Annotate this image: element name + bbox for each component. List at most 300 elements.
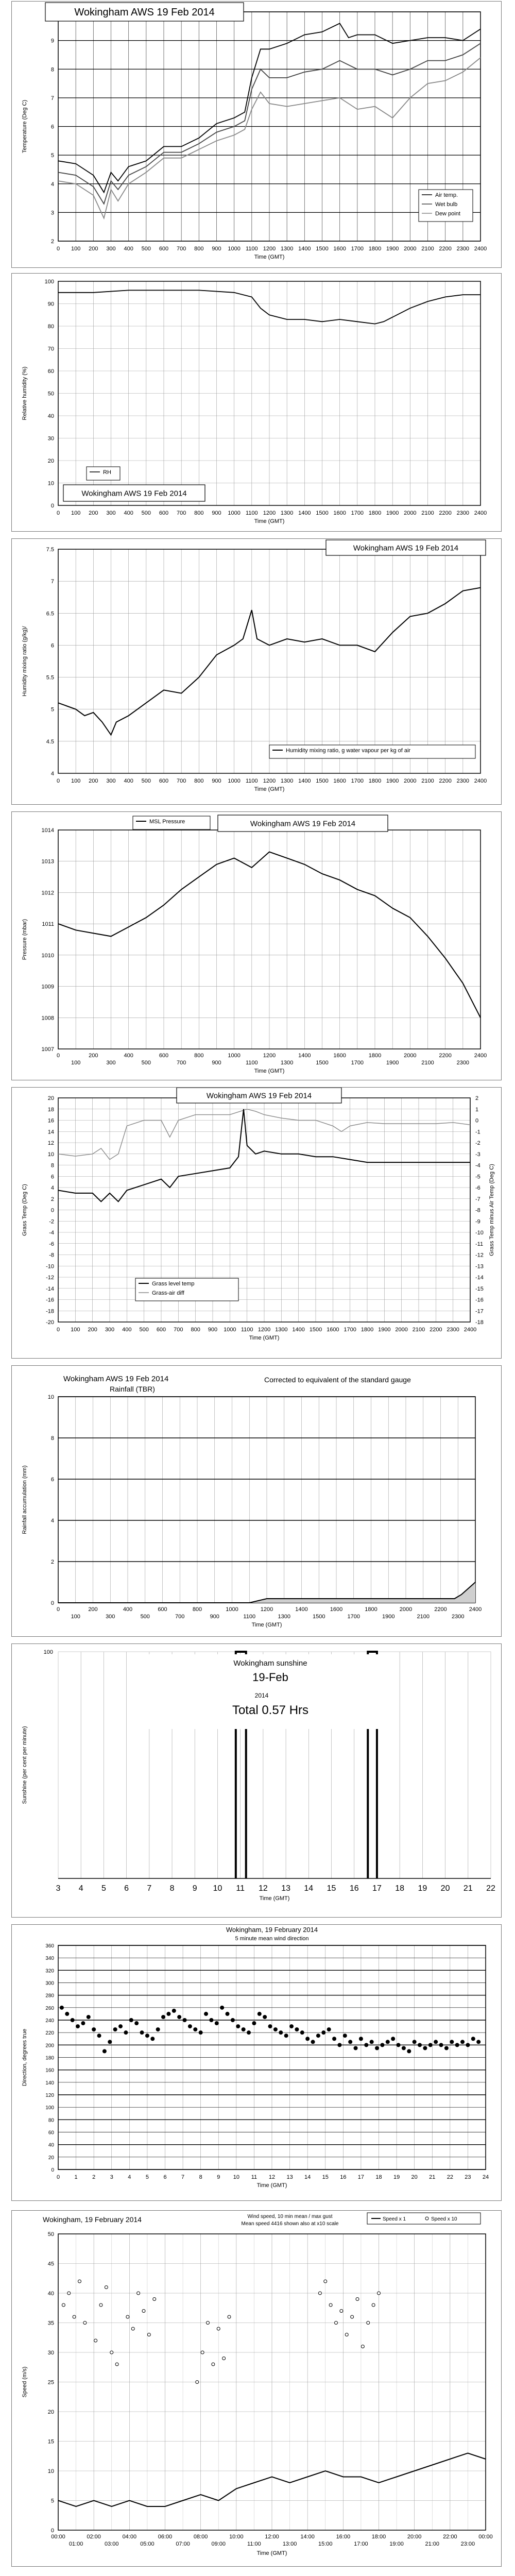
pressure-chart-panel	[11, 811, 502, 1080]
x-tick-label: 1600	[333, 510, 346, 516]
direction-point	[134, 2021, 139, 2025]
x-tick-label: 19:00	[389, 2541, 404, 2547]
grass-temp-chart	[12, 1088, 501, 1358]
y-tick-label: 5	[50, 152, 54, 159]
y-tick-label: 2	[50, 1559, 54, 1565]
x-tick-label: 1300	[280, 1060, 294, 1066]
x-axis-label: Time (GMT)	[254, 1068, 285, 1074]
chart-title: Wokingham, 19 February 2014	[43, 2215, 142, 2224]
x-tick-label: 18	[395, 1884, 405, 1893]
direction-point	[273, 2027, 278, 2031]
speed-x10-point	[324, 2280, 327, 2283]
y-tick-label: 20	[47, 2409, 54, 2415]
x-tick-label: 600	[159, 1053, 169, 1059]
legend-label: Grass-air diff	[152, 1290, 184, 1296]
wind-speed-chart	[12, 2211, 501, 2566]
mixing-ratio-chart	[12, 539, 501, 804]
x-tick-label: 1000	[226, 1606, 238, 1613]
x-tick-label: 10:00	[229, 2534, 244, 2540]
x-tick-label: 4	[128, 2174, 131, 2180]
direction-point	[444, 2046, 449, 2050]
y-tick-label: 35	[47, 2320, 54, 2327]
x-tick-label: 200	[88, 1606, 98, 1613]
y-tick-label: 60	[47, 368, 54, 375]
x-tick-label: 2400	[474, 1053, 487, 1059]
y-tick-label: 0	[50, 2528, 54, 2534]
y-tick-label: 80	[48, 2117, 54, 2124]
direction-point	[455, 2043, 459, 2047]
x-tick-label: 24	[482, 2174, 489, 2180]
x-axis-label: Time (GMT)	[259, 1895, 290, 1902]
x-tick-label: 1200	[260, 1606, 273, 1613]
direction-point	[321, 2030, 325, 2035]
x-tick-label: 200	[88, 1327, 97, 1333]
x-tick-label: 200	[89, 1053, 98, 1059]
x-tick-label: 500	[141, 246, 151, 252]
direction-point	[305, 2037, 310, 2041]
legend-label: Air temp.	[435, 192, 458, 198]
direction-point	[327, 2027, 331, 2031]
x-tick-label: 1400	[298, 510, 311, 516]
direction-point	[124, 2030, 128, 2035]
direction-point	[204, 2012, 208, 2016]
direction-point	[65, 2012, 69, 2016]
x-tick-label: 1800	[368, 778, 382, 784]
x-tick-label: 1500	[313, 1614, 325, 1620]
x-tick-label: 9	[192, 1884, 197, 1893]
x-tick-label: 7	[181, 2174, 185, 2180]
y-right-tick-label: -11	[475, 1241, 484, 1247]
y-tick-label: 6.5	[46, 611, 54, 617]
y-tick-label: -6	[49, 1241, 54, 1247]
x-tick-label: 2400	[474, 778, 487, 784]
direction-point	[242, 2027, 246, 2031]
x-tick-label: 11	[251, 2174, 258, 2180]
speed-x10-point	[329, 2303, 332, 2307]
direction-point	[337, 2043, 341, 2047]
x-tick-label: 17	[357, 2174, 365, 2180]
y-tick-label: 4	[50, 181, 54, 188]
y-right-tick-label: -17	[475, 1308, 484, 1315]
speed-x10-point	[372, 2303, 375, 2307]
chart-title: Wokingham AWS 19 Feb 2014	[81, 489, 187, 498]
legend-label: MSL Pressure	[149, 819, 185, 825]
direction-point	[428, 2043, 433, 2047]
x-tick-label: 200	[89, 246, 98, 252]
direction-point	[102, 2049, 107, 2053]
x-tick-label: 1000	[224, 1327, 236, 1333]
speed-x10-point	[318, 2292, 321, 2295]
x-tick-label: 1800	[365, 1606, 377, 1613]
x-tick-label: 00:00	[478, 2534, 493, 2540]
x-tick-label: 2100	[421, 510, 434, 516]
x-tick-label: 800	[194, 246, 204, 252]
x-tick-label: 0	[56, 1327, 60, 1333]
x-tick-label: 2100	[412, 1327, 425, 1333]
y-tick-label: 5.5	[46, 674, 54, 681]
direction-point	[316, 2033, 320, 2038]
chart-subtitle: 5 minute mean wind direction	[235, 1936, 309, 1942]
y-tick-label: 120	[45, 2093, 54, 2098]
x-tick-label: 2300	[456, 510, 470, 516]
y-tick-label: 8	[50, 66, 54, 73]
y-tick-label: 10	[47, 1151, 54, 1158]
x-tick-label: 2200	[430, 1327, 442, 1333]
x-tick-label: 2100	[417, 1614, 430, 1620]
y-right-tick-label: 2	[475, 1095, 479, 1101]
y-right-tick-label: 1	[475, 1106, 479, 1113]
direction-point	[129, 2018, 133, 2022]
speed-x10-point	[67, 2292, 71, 2295]
x-tick-label: 17:00	[354, 2541, 368, 2547]
y-tick-label: 70	[47, 346, 54, 352]
legend-label: RH	[103, 469, 111, 476]
y-tick-label: 5	[50, 706, 54, 713]
x-tick-label: 13:00	[282, 2541, 297, 2547]
y-tick-label: 50	[47, 2231, 54, 2238]
x-tick-label: 1900	[382, 1614, 395, 1620]
x-tick-label: 1600	[333, 246, 346, 252]
direction-point	[87, 2015, 91, 2019]
speed-x10-point	[361, 2345, 364, 2348]
direction-point	[413, 2040, 417, 2044]
x-tick-label: 22	[447, 2174, 453, 2180]
direction-point	[295, 2027, 299, 2031]
y-tick-label: 100	[45, 2105, 54, 2111]
speed-x10-point	[228, 2315, 231, 2318]
y-tick-label: -10	[46, 1263, 54, 1270]
y-tick-label: 1007	[41, 1046, 54, 1053]
x-tick-label: 200	[89, 510, 98, 516]
direction-point	[258, 2012, 262, 2016]
y-axis-label: Relative humidity (%)	[22, 366, 28, 420]
y-axis-label: Pressure (mbar)	[22, 919, 28, 960]
temperature-chart	[12, 2, 501, 267]
chart-title: Wokingham AWS 19 Feb 2014	[74, 7, 215, 19]
y-right-tick-label: 0	[475, 1117, 479, 1124]
y-tick-label: -16	[46, 1297, 54, 1303]
x-tick-label: 14	[304, 1884, 314, 1893]
x-tick-label: 400	[122, 1327, 132, 1333]
x-tick-label: 09:00	[211, 2541, 226, 2547]
x-tick-label: 1100	[241, 1327, 253, 1333]
x-tick-label: 1600	[327, 1327, 339, 1333]
x-tick-label: 1200	[263, 246, 276, 252]
x-tick-label: 1100	[246, 510, 258, 516]
x-tick-label: 21	[463, 1884, 473, 1893]
mixing-ratio-chart-panel	[11, 538, 502, 805]
x-tick-label: 12	[258, 1884, 268, 1893]
y-tick-label: 1012	[41, 890, 54, 896]
x-tick-label: 7	[147, 1884, 152, 1893]
x-tick-label: 1900	[386, 778, 399, 784]
speed-x10-point	[115, 2363, 118, 2366]
y-tick-label: -18	[46, 1308, 54, 1315]
y-tick-label: 45	[47, 2261, 54, 2267]
x-tick-label: 6	[163, 2174, 167, 2180]
x-tick-label: 00:00	[51, 2534, 65, 2540]
direction-point	[156, 2027, 160, 2031]
x-tick-label: 2100	[421, 1060, 434, 1066]
x-tick-label: 10	[213, 1884, 222, 1893]
y-tick-label: -2	[49, 1218, 54, 1225]
x-axis-label: Time (GMT)	[256, 2550, 287, 2556]
x-tick-label: 400	[123, 1606, 133, 1613]
y-tick-label: 16	[47, 1117, 54, 1124]
direction-point	[252, 2021, 256, 2025]
x-tick-label: 6	[124, 1884, 129, 1893]
x-tick-label: 1700	[351, 1060, 364, 1066]
direction-point	[450, 2040, 454, 2044]
direction-point	[471, 2037, 475, 2041]
x-tick-label: 400	[124, 510, 133, 516]
x-tick-label: 600	[158, 1606, 167, 1613]
date-label: 19-Feb	[252, 1671, 288, 1684]
grass-temp-chart-panel	[11, 1087, 502, 1359]
direction-point	[150, 2037, 154, 2041]
x-tick-label: 15	[327, 1884, 336, 1893]
x-tick-label: 2100	[421, 246, 434, 252]
x-tick-label: 300	[106, 1060, 116, 1066]
speed-x10-point	[351, 2315, 354, 2318]
x-tick-label: 02:00	[87, 2534, 101, 2540]
x-tick-label: 14	[304, 2174, 311, 2180]
x-tick-label: 300	[106, 510, 116, 516]
chart-note: Corrected to equivalent of the standard gauge	[264, 1376, 411, 1384]
x-tick-label: 0	[56, 1053, 60, 1059]
y-tick-label: 220	[45, 2030, 54, 2037]
y-tick-label: 300	[45, 1980, 54, 1987]
direction-point	[391, 2037, 395, 2041]
x-tick-label: 1500	[316, 246, 329, 252]
y-right-tick-label: -13	[475, 1263, 484, 1270]
y-tick-label: 40	[47, 2291, 54, 2297]
x-tick-label: 900	[210, 1614, 219, 1620]
x-tick-label: 2400	[474, 510, 487, 516]
x-tick-label: 1100	[246, 246, 258, 252]
x-tick-label: 600	[156, 1327, 166, 1333]
x-tick-label: 1200	[263, 1053, 276, 1059]
x-tick-label: 1300	[280, 246, 294, 252]
x-tick-label: 1400	[298, 246, 311, 252]
x-tick-label: 16:00	[336, 2534, 351, 2540]
speed-x10-point	[196, 2381, 199, 2384]
x-tick-label: 700	[175, 1614, 185, 1620]
x-tick-label: 1500	[316, 778, 329, 784]
direction-point	[183, 2018, 187, 2022]
y-tick-label: 9	[50, 38, 54, 44]
direction-point	[92, 2027, 96, 2031]
y-tick-label: 6	[50, 642, 54, 649]
direction-point	[343, 2033, 347, 2038]
x-tick-label: 2	[92, 2174, 96, 2180]
direction-point	[476, 2040, 480, 2044]
y-tick-label: 8	[50, 1435, 54, 1442]
direction-point	[348, 2040, 352, 2044]
x-tick-label: 8	[169, 1884, 175, 1893]
legend-label: Grass level temp	[152, 1281, 195, 1287]
y-tick-label: 40	[47, 413, 54, 419]
y-tick-label: 7	[50, 95, 54, 101]
y-tick-label: 340	[45, 1956, 54, 1962]
x-tick-label: 1300	[280, 778, 294, 784]
direction-point	[460, 2040, 465, 2044]
x-tick-label: 19	[418, 1884, 427, 1893]
x-tick-label: 1000	[228, 778, 241, 784]
y-tick-label: 5	[50, 2498, 54, 2504]
x-tick-label: 14:00	[300, 2534, 315, 2540]
x-tick-label: 11:00	[247, 2541, 261, 2547]
y-right-tick-label: -10	[475, 1230, 484, 1236]
y-right-tick-label: -18	[475, 1319, 484, 1326]
x-tick-label: 900	[212, 1060, 221, 1066]
x-tick-label: 08:00	[193, 2534, 208, 2540]
y-tick-label: 200	[45, 2043, 54, 2049]
x-tick-label: 800	[191, 1327, 200, 1333]
x-tick-label: 18	[375, 2174, 382, 2180]
x-tick-label: 2200	[439, 1053, 452, 1059]
speed-x10-point	[142, 2310, 145, 2313]
x-tick-label: 13	[286, 2174, 293, 2180]
direction-point	[380, 2043, 384, 2047]
y-axis-label: Direction, degrees true	[22, 2028, 28, 2087]
y-tick-label: 260	[45, 2005, 54, 2011]
y-tick-label: 1009	[41, 984, 54, 990]
y-tick-label: 14	[47, 1129, 54, 1136]
x-tick-label: 1600	[333, 1053, 346, 1059]
y-right-tick-label: -12	[475, 1252, 484, 1259]
x-tick-label: 19	[393, 2174, 400, 2180]
direction-point	[215, 2021, 219, 2025]
direction-point	[397, 2043, 401, 2047]
x-tick-label: 0	[56, 778, 60, 784]
x-tick-label: 300	[105, 1327, 115, 1333]
legend-label: Speed x 10	[431, 2216, 457, 2222]
y-right-tick-label: -4	[475, 1162, 480, 1169]
chart-title: Wokingham sunshine	[233, 1659, 307, 1668]
y-tick-label: 0	[50, 1207, 54, 1214]
x-tick-label: 700	[176, 1060, 186, 1066]
direction-point	[418, 2043, 422, 2047]
y-tick-label: 10	[47, 480, 54, 487]
x-tick-label: 1400	[292, 1327, 305, 1333]
chart-title: Wokingham AWS 19 Feb 2014	[63, 1375, 169, 1383]
direction-point	[172, 2009, 176, 2013]
x-tick-label: 300	[106, 246, 116, 252]
y-tick-label: 8	[50, 1162, 54, 1169]
speed-x10-point	[217, 2327, 220, 2330]
x-tick-label: 2400	[474, 246, 487, 252]
direction-point	[407, 2049, 411, 2053]
speed-x10-point	[94, 2339, 97, 2342]
x-tick-label: 2300	[456, 778, 470, 784]
x-tick-label: 700	[174, 1327, 183, 1333]
x-tick-label: 2300	[452, 1614, 465, 1620]
y-right-tick-label: -2	[475, 1140, 480, 1146]
speed-x10-point	[62, 2303, 65, 2307]
x-tick-label: 1300	[280, 510, 294, 516]
x-axis-label: Time (GMT)	[254, 518, 285, 524]
rainfall-chart-panel	[11, 1365, 502, 1637]
y-tick-label: 280	[45, 1993, 54, 1999]
chart-subtitle: Rainfall (TBR)	[110, 1385, 155, 1393]
x-tick-label: 2000	[395, 1327, 408, 1333]
x-tick-label: 2400	[464, 1327, 477, 1333]
y-tick-label: 60	[48, 2130, 54, 2136]
y-tick-label: 6	[50, 1174, 54, 1180]
y-right-tick-label: -8	[475, 1207, 480, 1214]
speed-x10-point	[345, 2333, 348, 2336]
x-tick-label: 800	[194, 510, 204, 516]
x-tick-label: 1700	[351, 246, 364, 252]
x-tick-label: 700	[176, 510, 186, 516]
x-axis-label: Time (GMT)	[249, 1335, 280, 1341]
x-tick-label: 1800	[368, 510, 382, 516]
speed-x10-point	[207, 2321, 210, 2325]
direction-point	[108, 2040, 112, 2044]
y-tick-label: 320	[45, 1968, 54, 1974]
x-tick-label: 8	[199, 2174, 202, 2180]
direction-point	[434, 2040, 438, 2044]
legend-label: Humidity mixing ratio, g water vapour per kg of air	[286, 748, 411, 754]
y-tick-label: 1011	[42, 921, 54, 928]
x-tick-label: 05:00	[140, 2541, 154, 2547]
x-tick-label: 21:00	[425, 2541, 440, 2547]
direction-point	[247, 2030, 251, 2035]
y-right-tick-label: -15	[475, 1285, 484, 1292]
x-tick-label: 100	[71, 1327, 80, 1333]
x-tick-label: 100	[71, 510, 81, 516]
x-tick-label: 16	[340, 2174, 347, 2180]
x-tick-label: 400	[124, 778, 133, 784]
y-tick-label: 360	[45, 1943, 54, 1949]
direction-point	[231, 2018, 235, 2022]
x-tick-label: 1700	[351, 778, 364, 784]
chart-title: Wokingham AWS 19 Feb 2014	[353, 544, 459, 553]
x-axis-label: Time (GMT)	[251, 1622, 282, 1628]
direction-point	[268, 2024, 272, 2028]
sunshine-chart	[12, 1644, 501, 1917]
x-tick-label: 04:00	[122, 2534, 137, 2540]
y-tick-label: 7.5	[46, 547, 54, 553]
x-tick-label: 800	[192, 1606, 202, 1613]
y-tick-label: 80	[47, 324, 54, 330]
y-right-tick-label: -16	[475, 1297, 484, 1303]
direction-point	[402, 2046, 406, 2050]
y-tick-label: 100	[43, 1649, 53, 1655]
x-tick-label: 1200	[258, 1327, 271, 1333]
direction-point	[145, 2033, 149, 2038]
x-tick-label: 5	[145, 2174, 149, 2180]
x-axis-label: Time (GMT)	[254, 254, 285, 260]
x-tick-label: 1700	[351, 510, 364, 516]
pressure-chart	[12, 812, 501, 1080]
legend-label: Dew point	[435, 211, 460, 217]
speed-x10-point	[201, 2351, 204, 2354]
speed-x10-point	[73, 2315, 76, 2318]
y-tick-label: 2	[50, 239, 54, 245]
x-tick-label: 0	[56, 510, 60, 516]
speed-x10-point	[110, 2351, 113, 2354]
direction-point	[177, 2015, 181, 2019]
x-tick-label: 1800	[368, 1053, 382, 1059]
x-tick-label: 16	[349, 1884, 359, 1893]
direction-point	[466, 2043, 470, 2047]
y-tick-label: 7	[50, 579, 54, 585]
x-tick-label: 2100	[421, 778, 434, 784]
x-tick-label: 1800	[368, 246, 382, 252]
x-tick-label: 600	[159, 246, 169, 252]
